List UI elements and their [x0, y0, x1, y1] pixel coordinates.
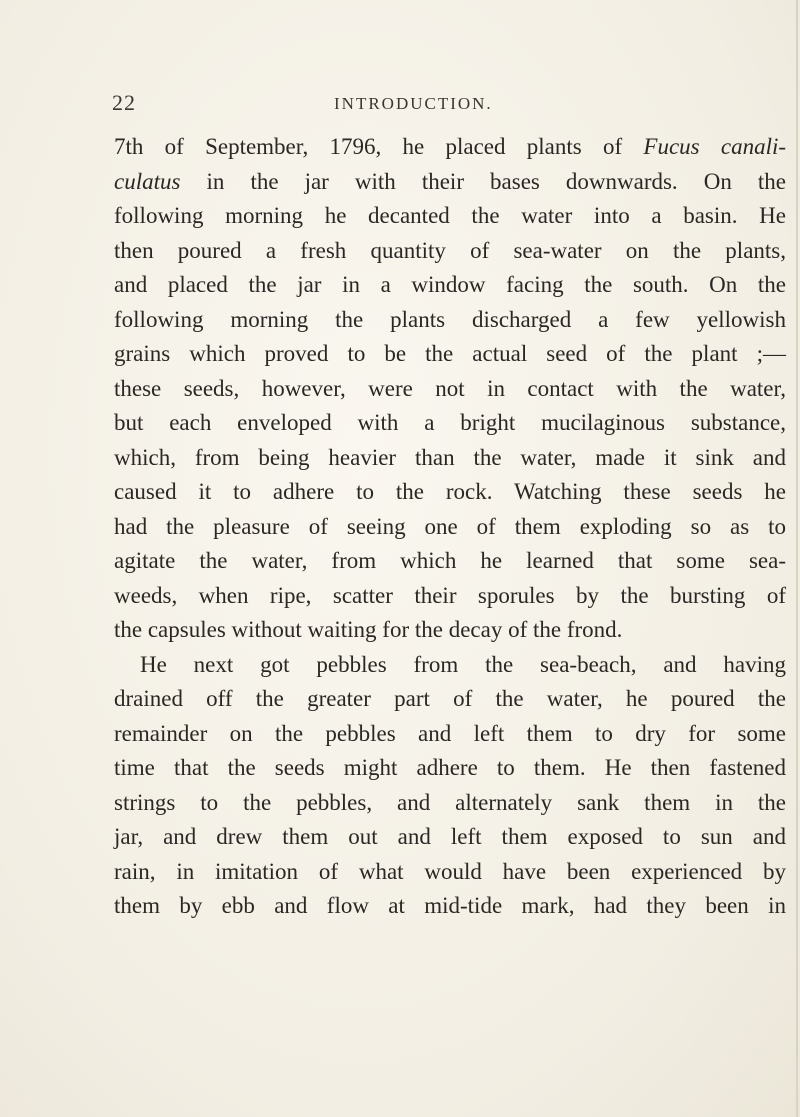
text-line-11: caused it to adhere to the rock. Watching these seeds he	[114, 479, 786, 504]
italic-species-name-start: Fucus canali-	[643, 134, 787, 159]
text-line-22: rain, in imitation of what would have been experienced by	[114, 858, 786, 884]
text-line-6: following morning the plants discharged a few yellowish	[114, 306, 786, 332]
text-line-8: these seeds, however, were not in contact with the water,	[114, 375, 786, 401]
text-line-9: but each enveloped with a bright mucilaginous substance,	[114, 410, 786, 435]
text-line-16: He next got pebbles from the sea-beach, and having	[140, 651, 786, 677]
text-line-5: and placed the jar in a window facing the south. On the	[114, 272, 786, 297]
running-head	[112, 90, 800, 120]
page-number: 22	[112, 90, 136, 115]
text-line-13: agitate the water, from which he learned that some sea-	[114, 548, 786, 573]
text-line-10: which, from being heavier than the water, made it sink and	[114, 444, 786, 470]
text-line-4: then poured a fresh quantity of sea-water on the plants,	[114, 237, 786, 263]
text-line-19: time that the seeds might adhere to them. He then fastened	[114, 755, 786, 780]
page-edge	[796, 0, 798, 1117]
text-line-20: strings to the pebbles, and alternately sank them in the	[114, 789, 786, 815]
text-line-2: culatus in the jar with their bases downwards. On the	[114, 168, 786, 194]
section-title: INTRODUCTION.	[334, 94, 493, 113]
text-line-21: jar, and drew them out and left them exposed to sun and	[114, 824, 786, 849]
body-text	[114, 130, 786, 924]
text-line-17: drained off the greater part of the water, he poured the	[114, 686, 786, 711]
text-line-1: 7th of September, 1796, he placed plants of Fucus canali-	[114, 134, 787, 159]
text-line-12: had the pleasure of seeing one of them exploding so as to	[114, 513, 786, 539]
text-line-14: weeds, when ripe, scatter their sporules by the bursting of	[114, 582, 786, 608]
text-line-18: remainder on the pebbles and left them to dry for some	[114, 720, 786, 746]
text-line-23: them by ebb and flow at mid-tide mark, had they been in	[114, 893, 786, 918]
text-line-7: grains which proved to be the actual seed of the plant ;—	[114, 341, 786, 366]
text-line-15: the capsules without waiting for the decay of the frond.	[114, 617, 623, 642]
italic-species-name-end: culatus	[114, 168, 181, 194]
text-line-3: following morning he decanted the water into a basin. He	[114, 203, 786, 228]
